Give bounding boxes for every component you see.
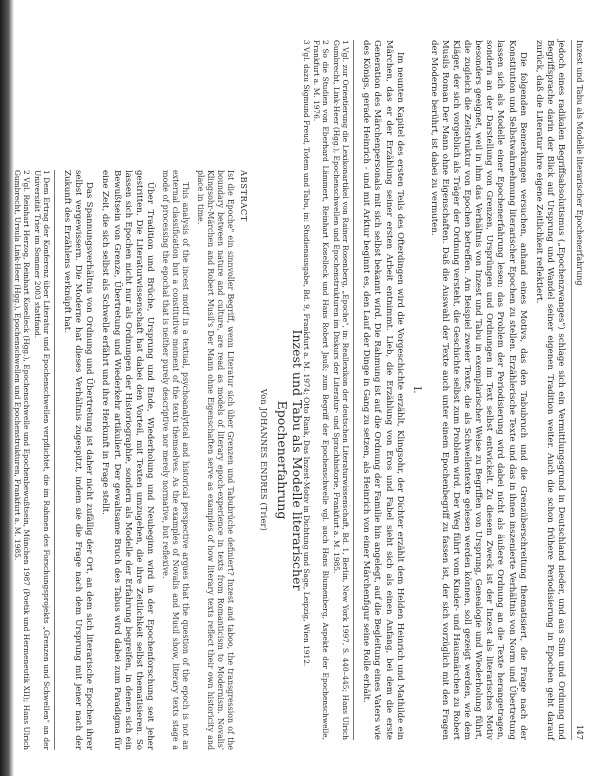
footnotes	[12, 170, 55, 750]
abstract: Ist die Epoche" ein sinnvoller Begriff, wenn Literatur sich über Grenzen und Tabubrüche definiert? Inzest and taboo, the transgression of the boundary between nature and culture, are read as models of literary epoch-experience in texts from Romanticism to Modernism. Novalis' Klingsohr-Märchen and Robert Musil's Der Mann ohne Eigenschaften serve as examples of how literary texts reflect their own historicity and place in time.	[195, 170, 235, 750]
abstract-heading: ABSTRACT	[238, 170, 249, 222]
author: Von JOHANNES ENDRES (Trier)	[259, 388, 269, 532]
footnote: 3 Vgl. dazu Sigmund Freud, Totem und Tabu, in: Studienausgabe, Bd. 9, Frankfurt a. M. 1974; Otto Rank, Das Inzest-Motiv in Dichtung und Sage, Leipzig, Wien 1912.	[301, 40, 311, 667]
article-first-page	[12, 170, 305, 750]
footnote: 2 Vgl. Reinhart Herzog, Reinhart Koselleck (Hgg.), Epochenschwelle und Epochenbewußtsein, München 1987 (Poetik und Hermeneutik XII); Hans Ulrich Gumbrecht, Ursula Link-Heer (Hgg.), Epochenschwellen und Epochenstrukturen, Frankfurt a. M. 1985.	[12, 170, 32, 750]
footnote: 2 So die Studien von Eberhard Lämmert, Reinhart Koselleck und Hans Robert Jauß; zum Begriff der Epochenschwelle vgl. auch Hans Blumenberg, Aspekte der Epochenschwelle, Frankfurt a. M. 1976.	[312, 40, 331, 740]
page-147	[300, 40, 585, 740]
running-head	[571, 40, 585, 740]
section-number: I.	[410, 386, 422, 394]
article-title	[275, 170, 305, 750]
footnote: 1 Dem Ertrag der Konferenz über Literatur und Epochenschwellen verpflichtet, die im Rahmen des Forschungsprojekts „Grenzen und Schwellen" an der Universität Trier im Sommer 2003 stattfand.	[32, 170, 52, 750]
paragraph: jedoch eines radikalen Begriffsabsolutismus („Epochenzwanges") schlage sich ein Vermittlungsgrund in Deutschland nieder, und aus Sinn und Ordnung und Begriffsprache darin der Blick auf Ursprung und Wandel seiner eigenen Tradition weiter. Auch die schon frühere Periodisierung in Epochen geht darauf zurück, daß die Literatur ihre eigene Zeitlichkeit reflektiert.	[533, 40, 566, 740]
article-title-line: Inzest und Tabu als Modelle literarischer	[290, 329, 305, 591]
paragraph: Das Spannungsverhältnis von Ordnung und Übertretung ist daher nicht zufällig der Ort, an dem sich literarische Epochen ihrer selbst vergewissern. Die Moderne hat dieses Verhältnis zugespitzt, indem sie die Frage nach dem Ursprung mit jener nach der Zukunft des Erzählens verknüpft hat.	[62, 170, 95, 750]
footnotes	[301, 40, 354, 740]
paragraph: Die folgenden Bemerkungen versuchen, anhand eines Motivs, das den Tabubruch und die Grenzüberschreitung thematisiert, die Frage nach der Konstitution und Selbstwahrnehmung literarischer Epochen zu stellen. Erzählerische Texte und das in ihnen inszenierte Verhältnis von Norm und Übertretung lassen sich als Modelle einer Epochenerfahrung lesen: das Problem der Periodisierung wird dabei nicht als äußere Ordnung an die Texte herangetragen, sondern an der Darstellung von Grenzen, Ursprüngen und Ordnungen im Text selbst entwickelt. Zu diesem Zweck ist der Inzest als literarisches Motiv besonders geeignet, weil in ihm das Verhältnis von Inzest und Tabu in exemplarischer Weise zu Begriffen von Ursprung, Genealogie und Wiederholung führt, die zugleich die Zeitstruktur von Epochen betreffen. Am Beispiel zweier Texte, die als Schwellentexte gelesen werden können, soll gezeigt werden, wie dem Kläger, der sich vorgeblich als Träger der Ordnung versteht, die Geschichte selbst zum Problem wird. Der Weg führt vom Kinder- und Hausmärchen zu Robert Musils Roman Der Mann ohne Eigenschaften. Daß die Auswahl der Texte auch unter einem Epochenbegriff zu fassen ist, der sich vorzüglich mit den Fragen der Moderne berührt, ist dabei zu vermuten.	[428, 40, 528, 740]
paragraph: Im neunten Kapitel des ersten Teils des Ofterdingen wird die Vorgeschichte erzählt, Klingsohr, der Dichter erzählt dem Helden Heinrich und Mathilde ein Märchen, das er der Erzählung seiner ersten Arbeit entnimmt. Lieb, die Erzählung von Eros und Fabel sieht sich als einen Anfang, bei dem die erste Generation des Märchenpersonals mit sich selbst bekannt wird. Die Rahmung ist auf die Ordnung der Familie hin angelegt, auf die Begleitung eines Vaters wie des Königs, gerade Heinrich - und mit Arktur beginnt es, den Lauf der Dinge in Gang zu setzen, als Heinrich von einer Märchenfigur seine Rolle erhält.	[361, 40, 405, 740]
article-title-line: Epochenerfahrung	[275, 400, 290, 520]
running-head-title: Inzest und Tabu als Modelle literarischer Epochenerfahrung	[575, 40, 584, 286]
page-number: 147	[575, 724, 584, 740]
footnote: 1 Vgl. zur Orientierung die Lexikonartikel von Rainer Rosenberg, „Epoche", in: Reallexikon der deutschen Literaturwissenschaft, Bd. 1, Berlin, New York 1997, S. 440–445; Hans Ulrich Gumbrecht, Link-Heer (Hgg.), Epochenschwellen und Epochenstrukturen im Diskurs der Literatur- und Sprachhistorie, Frankfurt a. M. 1985.	[331, 40, 351, 740]
paragraph: Über Tradition und Brüche, Ursprung und Ende, Wiederholung und Neubeginn wird in der Epochenforschung seit jeher gestritten. Die Literaturwissenschaft hat dabei den Vorteil, mit Texten umzugehen, die ihre Zeitlichkeit selbst thematisieren. So lassen sich Epochen nicht nur als Ordnungen der Historiographie, sondern als Modelle der Erfahrung begreifen, in denen sich ein Bewußtsein von Grenze, Übertretung und Wiederkehr artikuliert. Der gewaltsame Bruch des Tabus wird dabei zum Paradigma für eine Zeit, die sich selbst als Schwelle erfährt und ihre Herkunft in Frage stellt.	[100, 170, 155, 750]
abstract-paragraph: This analysis of the incest motif in a textual, psychoanalytical and historical perspective argues that the question of the epoch is not an external classification but a constitutive moment of the texts themselves. As the examples of Novalis and Musil show, literary texts stage a mode of processing the epochal that is neither purely descriptive nor merely normative, but reflexive.	[160, 170, 190, 750]
